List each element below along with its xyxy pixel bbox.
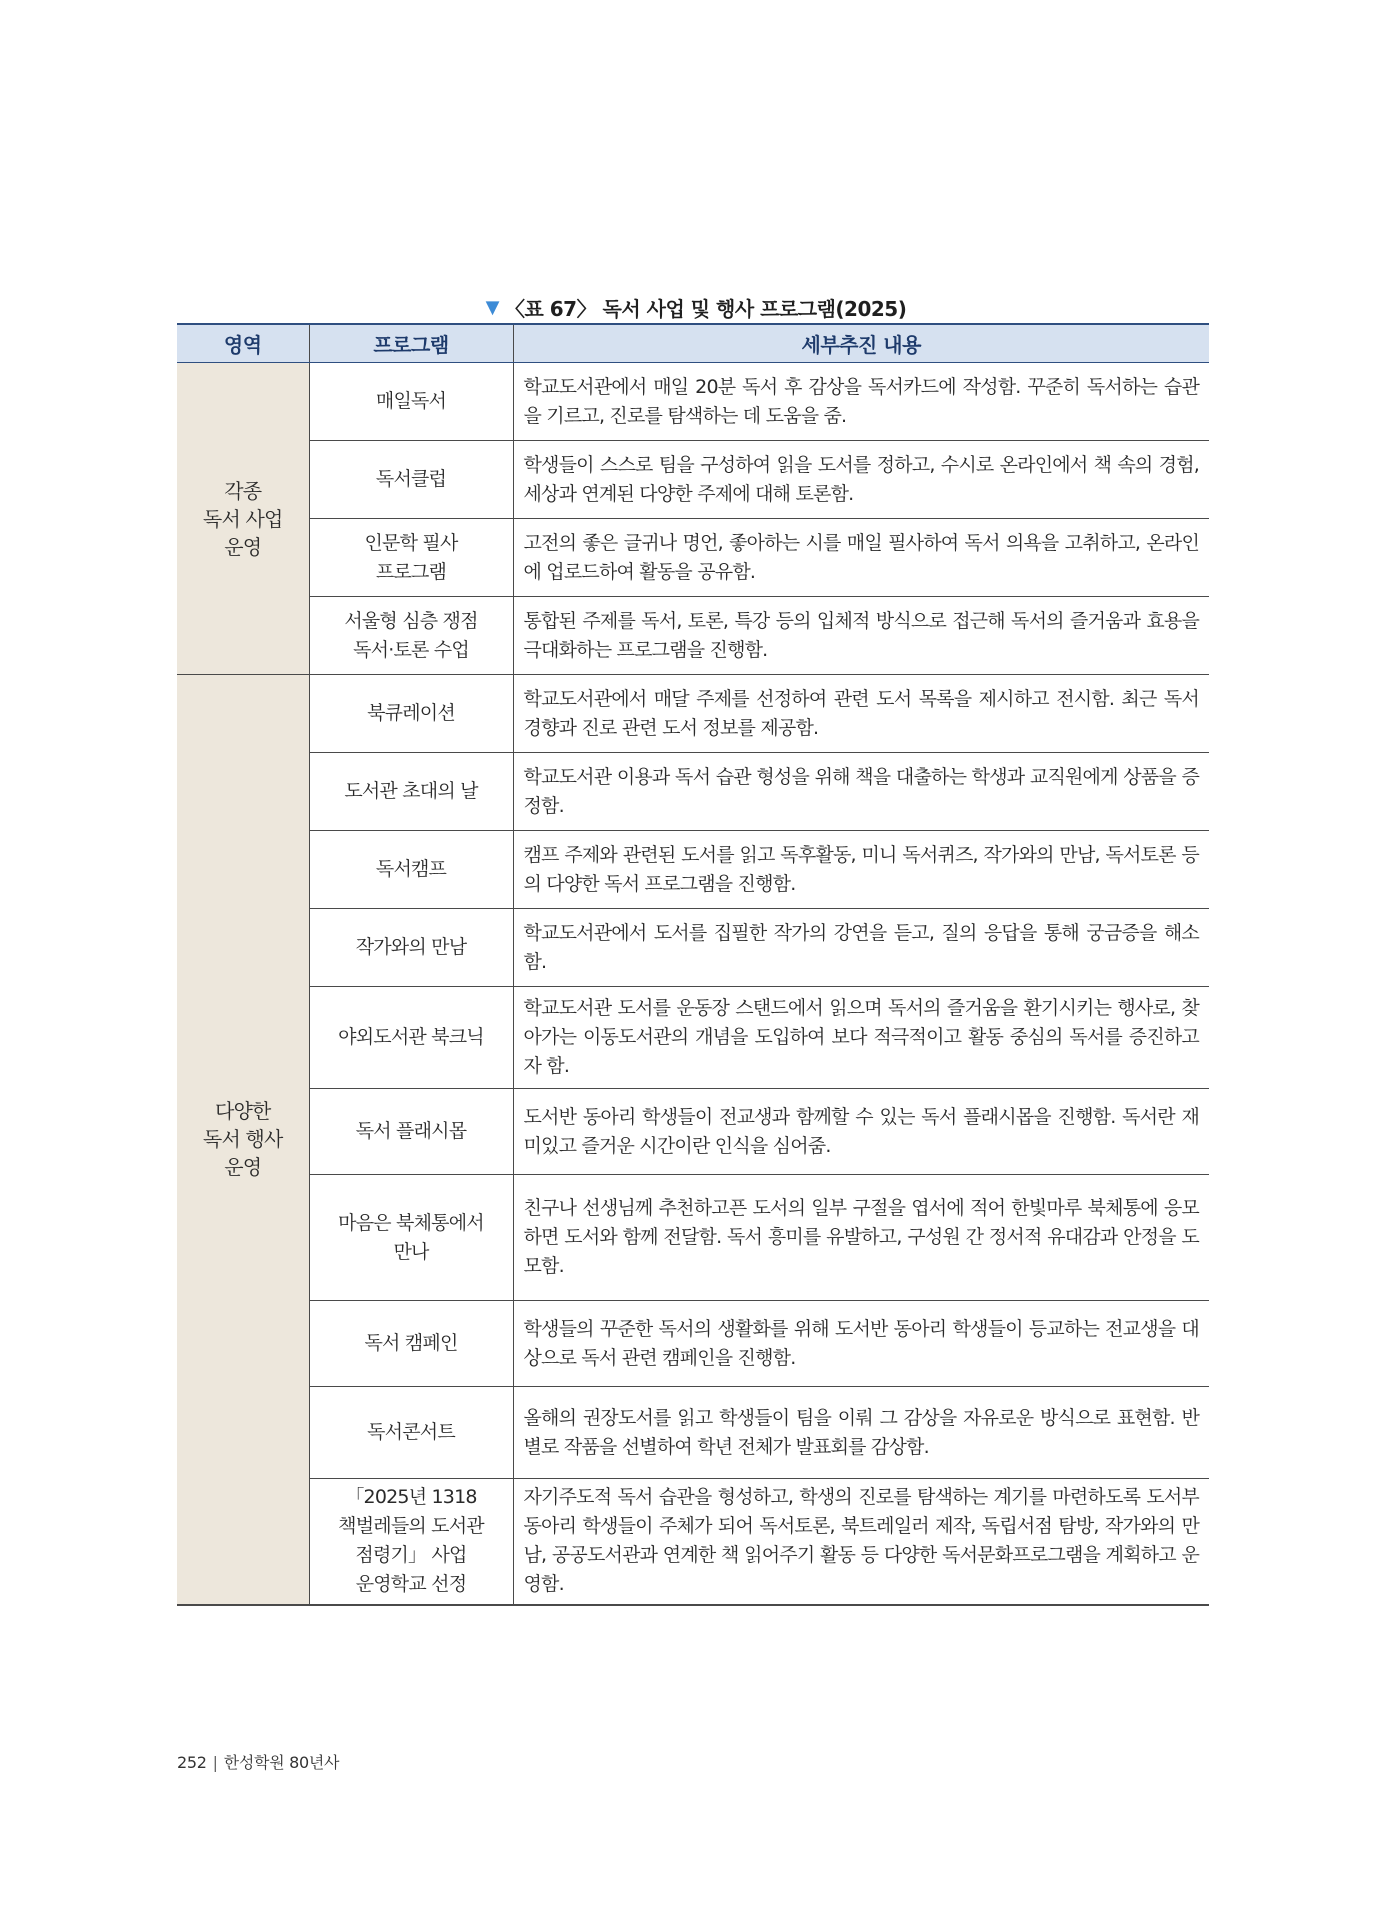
area-line: 각종: [224, 478, 262, 503]
area-line: 운영: [224, 534, 262, 559]
program-line: 북큐레이션: [367, 702, 455, 724]
table-row: [177, 1387, 1209, 1479]
detail-cell: 학교도서관에서 매일 20분 독서 후 감상을 독서카드에 작성함. 꾸준히 독서하는 습관을 기르고, 진로를 탐색하는 데 도움을 줌.: [513, 363, 1209, 441]
program-cell: [309, 1175, 513, 1301]
reading-programs-table: [177, 323, 1209, 1606]
detail-cell: 학교도서관에서 도서를 집필한 작가의 강연을 듣고, 질의 응답을 통해 궁금증을 해소함.: [513, 909, 1209, 987]
table-row: [177, 1301, 1209, 1387]
program-cell: [309, 1301, 513, 1387]
detail-cell: 고전의 좋은 글귀나 명언, 좋아하는 시를 매일 필사하여 독서 의욕을 고취하고, 온라인에 업로드하여 활동을 공유함.: [513, 519, 1209, 597]
program-line: 독서 플래시몹: [355, 1120, 467, 1142]
program-cell: [309, 987, 513, 1089]
detail-cell: 학교도서관 도서를 운동장 스탠드에서 읽으며 독서의 즐거움을 환기시키는 행사로, 찾아가는 이동도서관의 개념을 도입하여 보다 적극적이고 활동 중심의 독서를 증진하고자 함.: [513, 987, 1209, 1089]
program-line: 점령기」 사업: [355, 1544, 467, 1567]
area-line: 독서 행사: [202, 1127, 283, 1152]
program-cell: [309, 597, 513, 675]
triangle-down-icon: ▼: [485, 296, 499, 318]
detail-cell: 학교도서관에서 매달 주제를 선정하여 관련 도서 목록을 제시하고 전시함. 최근 독서 경향과 진로 관련 도서 정보를 제공함.: [513, 675, 1209, 753]
program-line: 작가와의 만남: [355, 936, 467, 958]
area-cell: [177, 675, 309, 1605]
program-line: 독서콘서트: [367, 1421, 455, 1443]
program-line: 만나: [393, 1240, 429, 1263]
detail-cell: 통합된 주제를 독서, 토론, 특강 등의 입체적 방식으로 접근해 독서의 즐거움과 효용을 극대화하는 프로그램을 진행함.: [513, 597, 1209, 675]
program-line: 도서관 초대의 날: [344, 780, 478, 802]
program-line: 독서 캠페인: [364, 1332, 458, 1354]
program-line: 프로그램: [375, 560, 447, 583]
table-row: [177, 675, 1209, 753]
program-line: 서울형 심층 쟁점: [344, 609, 478, 632]
table-row: [177, 909, 1209, 987]
table-header-row: [177, 324, 1209, 363]
area-line: 운영: [224, 1155, 262, 1180]
table-row: [177, 987, 1209, 1089]
area-line: 독서 사업: [202, 506, 283, 531]
detail-cell: 올해의 권장도서를 읽고 학생들이 팀을 이뤄 그 감상을 자유로운 방식으로 표현함. 반별로 작품을 선별하여 학년 전체가 발표회를 감상함.: [513, 1387, 1209, 1479]
program-line: 운영학교 선정: [355, 1573, 467, 1596]
header-detail: 세부추진 내용: [513, 324, 1209, 363]
program-cell: [309, 1479, 513, 1605]
program-line: 독서클럽: [375, 468, 447, 490]
book-title: 한성학원 80년사: [223, 1753, 340, 1772]
page-footer: [177, 1750, 339, 1773]
header-area: 영역: [177, 324, 309, 363]
detail-cell: 학생들의 꾸준한 독서의 생활화를 위해 도서반 동아리 학생들이 등교하는 전교생을 대상으로 독서 관련 캠페인을 진행함.: [513, 1301, 1209, 1387]
program-line: 독서·토론 수업: [353, 638, 469, 661]
program-line: 매일독서: [375, 390, 447, 412]
program-line: 책벌레들의 도서관: [338, 1515, 484, 1538]
footer-separator: |: [212, 1753, 218, 1772]
table-row: [177, 1479, 1209, 1605]
detail-cell: 자기주도적 독서 습관을 형성하고, 학생의 진로를 탐색하는 계기를 마련하도록 도서부 동아리 학생들이 주체가 되어 독서토론, 북트레일러 제작, 독립서점 탐방, 작가와의 만남, 공공도서관과 연계한 책 읽어주기 활동 등 다양한 독서문화프로그램을 계획하고 운영함.: [513, 1479, 1209, 1605]
program-line: 「2025년 1318: [345, 1486, 477, 1509]
detail-cell: 친구나 선생님께 추천하고픈 도서의 일부 구절을 엽서에 적어 한빛마루 북체통에 응모하면 도서와 함께 전달함. 독서 흥미를 유발하고, 구성원 간 정서적 유대감과 안정을 도모함.: [513, 1175, 1209, 1301]
table-row: [177, 519, 1209, 597]
program-line: 야외도서관 북크닉: [338, 1026, 484, 1048]
table-row: [177, 1089, 1209, 1175]
area-cell: [177, 363, 309, 675]
program-cell: [309, 363, 513, 441]
detail-cell: 학교도서관 이용과 독서 습관 형성을 위해 책을 대출하는 학생과 교직원에게 상품을 증정함.: [513, 753, 1209, 831]
program-line: 인문학 필사: [364, 531, 458, 554]
program-line: 마음은 북체통에서: [338, 1211, 484, 1234]
program-cell: [309, 909, 513, 987]
detail-cell: 도서반 동아리 학생들이 전교생과 함께할 수 있는 독서 플래시몹을 진행함. 독서란 재미있고 즐거운 시간이란 인식을 심어줌.: [513, 1089, 1209, 1175]
program-cell: [309, 831, 513, 909]
program-cell: [309, 753, 513, 831]
table-row: [177, 363, 1209, 441]
table-caption: [0, 292, 1392, 322]
table-row: [177, 753, 1209, 831]
table-row: [177, 441, 1209, 519]
program-cell: [309, 519, 513, 597]
program-cell: [309, 441, 513, 519]
caption-text: 〈표 67〉 독서 사업 및 행사 프로그램(2025): [504, 296, 907, 321]
table-row: [177, 831, 1209, 909]
detail-cell: 캠프 주제와 관련된 도서를 읽고 독후활동, 미니 독서퀴즈, 작가와의 만남, 독서토론 등의 다양한 독서 프로그램을 진행함.: [513, 831, 1209, 909]
table-row: [177, 1175, 1209, 1301]
program-cell: [309, 1387, 513, 1479]
detail-cell: 학생들이 스스로 팀을 구성하여 읽을 도서를 정하고, 수시로 온라인에서 책 속의 경험, 세상과 연계된 다양한 주제에 대해 토론함.: [513, 441, 1209, 519]
program-cell: [309, 1089, 513, 1175]
program-cell: [309, 675, 513, 753]
program-line: 독서캠프: [375, 858, 447, 880]
header-program: 프로그램: [309, 324, 513, 363]
table-row: [177, 597, 1209, 675]
area-line: 다양한: [214, 1099, 271, 1124]
page-number: 252: [177, 1753, 207, 1772]
